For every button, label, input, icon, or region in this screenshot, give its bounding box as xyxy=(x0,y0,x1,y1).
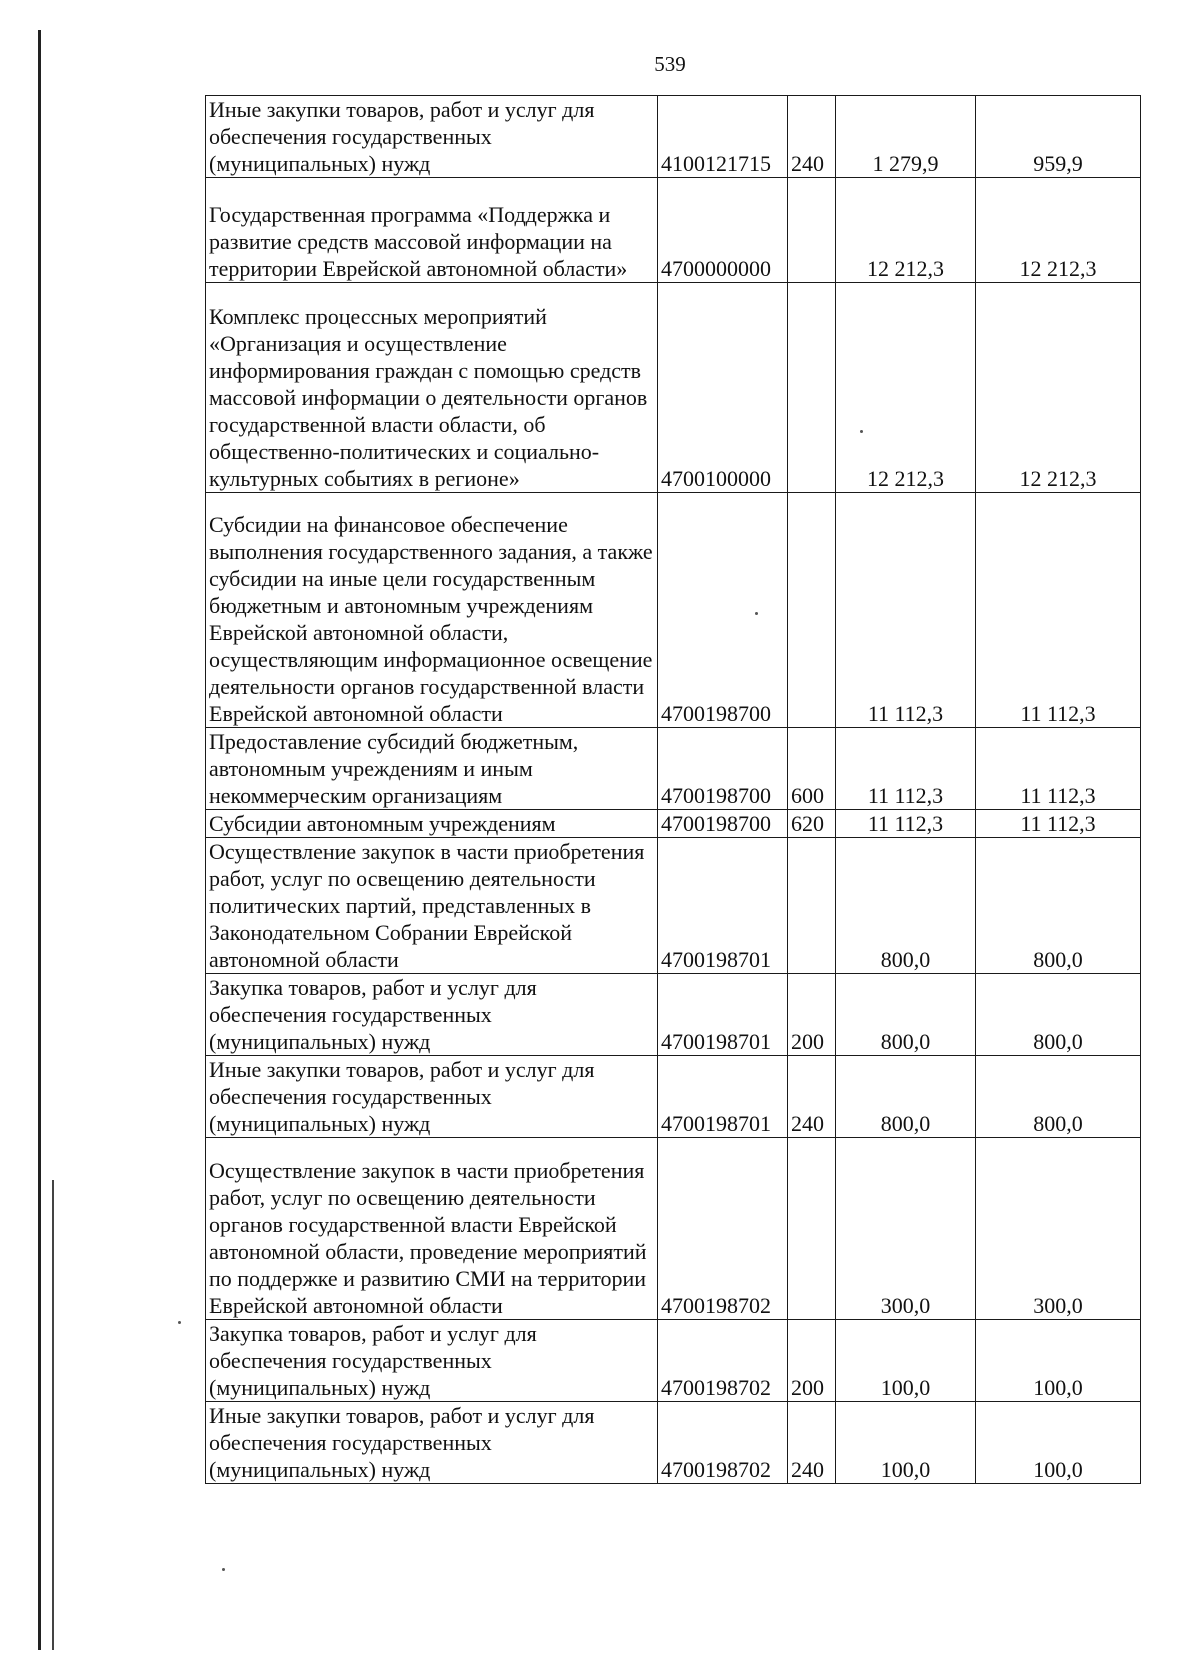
budget-table-body xyxy=(206,96,1141,1484)
row-value-2-cell: 300,0 xyxy=(976,1138,1141,1320)
row-expense-type-cell: 200 xyxy=(788,1320,836,1402)
row-code-cell: 4700198702 xyxy=(658,1138,788,1320)
row-name-cell: Предоставление субсидий бюджетным, автономным учреждениям и иным некоммерческим организациям xyxy=(206,728,658,810)
row-code-cell: 4700198700 xyxy=(658,810,788,838)
row-expense-type-cell xyxy=(788,178,836,283)
row-code-cell: 4700198700 xyxy=(658,728,788,810)
row-name-cell: Комплекс процессных мероприятий «Организация и осуществление информирования граждан с помощью средств массовой информации о деятельности органов государственной власти области, об общественно-политических и социально-культурных событиях в регионе» xyxy=(206,283,658,493)
row-value-1-cell: 800,0 xyxy=(836,1056,976,1138)
scan-speck xyxy=(860,430,863,433)
table-row xyxy=(206,493,1141,728)
row-value-2-cell: 11 112,3 xyxy=(976,810,1141,838)
row-code-cell: 4700198700 xyxy=(658,493,788,728)
row-code-cell: 4700198701 xyxy=(658,838,788,974)
row-expense-type-cell xyxy=(788,1138,836,1320)
row-value-1-cell: 800,0 xyxy=(836,974,976,1056)
row-code-cell: 4700198702 xyxy=(658,1402,788,1484)
table-row xyxy=(206,838,1141,974)
row-value-1-cell: 12 212,3 xyxy=(836,283,976,493)
table-row xyxy=(206,1056,1141,1138)
row-expense-type-cell: 240 xyxy=(788,1056,836,1138)
row-value-2-cell: 12 212,3 xyxy=(976,283,1141,493)
row-code-cell: 4700198702 xyxy=(658,1320,788,1402)
table-row xyxy=(206,810,1141,838)
table-row xyxy=(206,974,1141,1056)
row-name-cell: Иные закупки товаров, работ и услуг для обеспечения государственных (муниципальных) нужд xyxy=(206,96,658,178)
row-code-cell: 4700198701 xyxy=(658,1056,788,1138)
scan-binding-edge-secondary xyxy=(52,1180,54,1650)
row-value-1-cell: 100,0 xyxy=(836,1402,976,1484)
row-code-cell: 4100121715 xyxy=(658,96,788,178)
row-value-1-cell: 800,0 xyxy=(836,838,976,974)
row-expense-type-cell: 240 xyxy=(788,1402,836,1484)
scan-speck xyxy=(178,1321,181,1324)
table-row xyxy=(206,728,1141,810)
row-value-1-cell: 11 112,3 xyxy=(836,728,976,810)
row-value-2-cell: 800,0 xyxy=(976,1056,1141,1138)
row-code-cell: 4700000000 xyxy=(658,178,788,283)
row-value-2-cell: 800,0 xyxy=(976,838,1141,974)
row-expense-type-cell: 240 xyxy=(788,96,836,178)
row-expense-type-cell xyxy=(788,493,836,728)
row-value-1-cell: 1 279,9 xyxy=(836,96,976,178)
row-expense-type-cell: 600 xyxy=(788,728,836,810)
row-expense-type-cell xyxy=(788,283,836,493)
row-expense-type-cell: 620 xyxy=(788,810,836,838)
table-row xyxy=(206,96,1141,178)
row-code-cell: 4700100000 xyxy=(658,283,788,493)
scan-speck xyxy=(222,1568,225,1571)
table-row xyxy=(206,1402,1141,1484)
budget-table xyxy=(205,95,1141,1484)
row-code-cell: 4700198701 xyxy=(658,974,788,1056)
row-name-cell: Иные закупки товаров, работ и услуг для обеспечения государственных (муниципальных) нужд xyxy=(206,1402,658,1484)
row-value-2-cell: 12 212,3 xyxy=(976,178,1141,283)
row-value-1-cell: 12 212,3 xyxy=(836,178,976,283)
row-name-cell: Субсидии на финансовое обеспечение выполнения государственного задания, а также субсидии на иные цели государственным бюджетным и автономным учреждениям Еврейской автономной области, осуществляющим информационное освещение деятельности органов государственной власти Еврейской автономной области xyxy=(206,493,658,728)
row-name-cell: Осуществление закупок в части приобретения работ, услуг по освещению деятельности органов государственной власти Еврейской автономной области, проведение мероприятий по поддержке и развитию СМИ на территории Еврейской автономной области xyxy=(206,1138,658,1320)
row-name-cell: Закупка товаров, работ и услуг для обеспечения государственных (муниципальных) нужд xyxy=(206,1320,658,1402)
row-value-1-cell: 11 112,3 xyxy=(836,810,976,838)
row-name-cell: Иные закупки товаров, работ и услуг для обеспечения государственных (муниципальных) нужд xyxy=(206,1056,658,1138)
row-value-1-cell: 100,0 xyxy=(836,1320,976,1402)
scan-speck xyxy=(755,612,758,615)
table-row xyxy=(206,1138,1141,1320)
table-row xyxy=(206,283,1141,493)
row-value-1-cell: 300,0 xyxy=(836,1138,976,1320)
row-value-2-cell: 800,0 xyxy=(976,974,1141,1056)
page-number: 539 xyxy=(654,52,686,76)
row-value-2-cell: 100,0 xyxy=(976,1320,1141,1402)
row-name-cell: Государственная программа «Поддержка и развитие средств массовой информации на территории Еврейской автономной области» xyxy=(206,178,658,283)
row-expense-type-cell xyxy=(788,838,836,974)
row-name-cell: Осуществление закупок в части приобретения работ, услуг по освещению деятельности политических партий, представленных в Законодательном Собрании Еврейской автономной области xyxy=(206,838,658,974)
row-value-2-cell: 11 112,3 xyxy=(976,728,1141,810)
row-value-2-cell: 959,9 xyxy=(976,96,1141,178)
row-expense-type-cell: 200 xyxy=(788,974,836,1056)
row-name-cell: Субсидии автономным учреждениям xyxy=(206,810,658,838)
row-value-1-cell: 11 112,3 xyxy=(836,493,976,728)
table-row xyxy=(206,178,1141,283)
table-row xyxy=(206,1320,1141,1402)
row-value-2-cell: 11 112,3 xyxy=(976,493,1141,728)
row-name-cell: Закупка товаров, работ и услуг для обеспечения государственных (муниципальных) нужд xyxy=(206,974,658,1056)
row-value-2-cell: 100,0 xyxy=(976,1402,1141,1484)
scan-binding-edge xyxy=(38,30,41,1650)
